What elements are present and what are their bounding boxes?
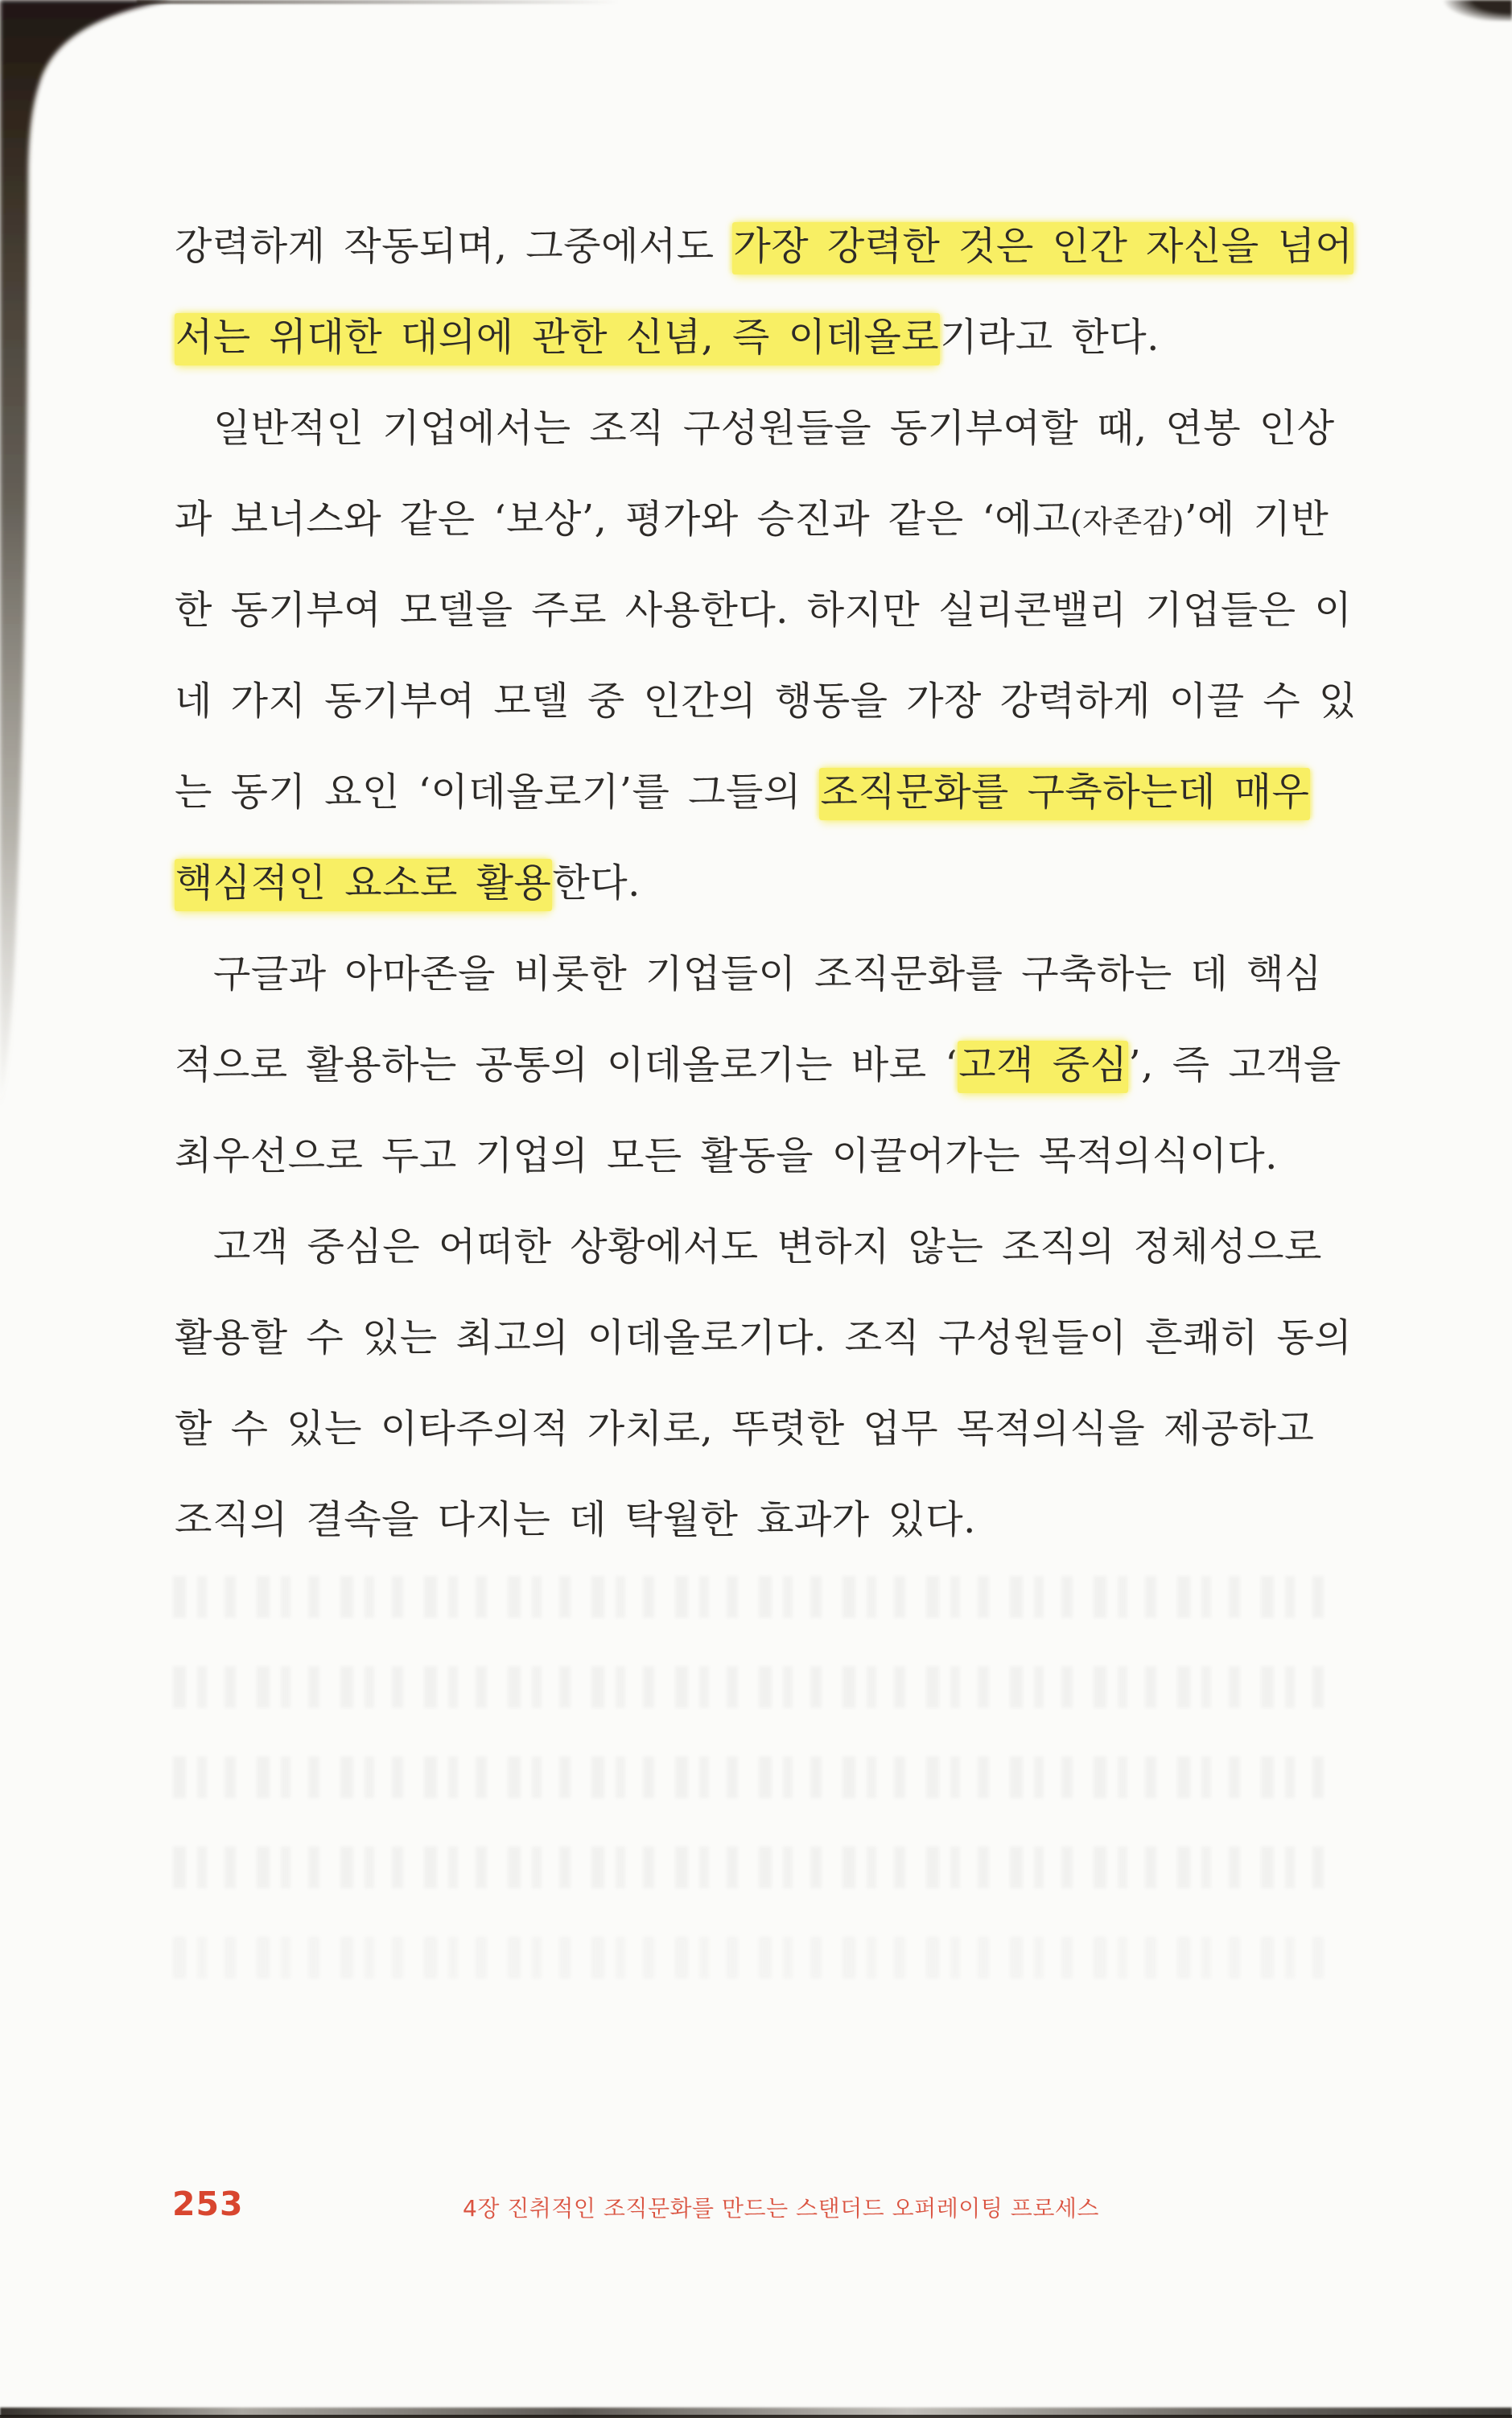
text-line [175,474,1345,565]
body-text [175,201,1357,1566]
text-segment: ’에 기반 [1184,497,1329,542]
text-segment: 구글과 아마존을 비롯한 기업들이 조직문화를 구축하는 데 핵심 [213,951,1322,996]
text-line [175,838,1345,929]
highlighted-text: 핵심적인 요소로 활용 [175,859,552,911]
highlighted-text: 조직문화를 구축하는데 매우 [819,768,1310,820]
highlighted-text: 서는 위대한 대의에 관한 신념, 즉 이데올로 [175,313,940,365]
highlighted-text: 가장 강력한 것은 인간 자신을 넘어 [732,222,1353,274]
text-segment: 조직의 결속을 다지는 데 탁월한 효과가 있다. [175,1497,976,1542]
text-line [175,292,1345,383]
text-segment: 는 동기 요인 ‘이데올로기’를 그들의 [175,770,820,815]
text-segment: (자존감) [1069,504,1185,539]
bleed-through-text [173,1756,1336,1798]
highlighted-text: 고객 중심 [958,1041,1128,1093]
text-line [175,1475,1345,1566]
text-segment: 고객 중심은 어떠한 상황에서도 변하지 않는 조직의 정체성으로 [213,1224,1322,1269]
chapter-footer-title: 4장 진취적인 조직문화를 만드는 스탠더드 오퍼레이팅 프로세스 [463,2195,1099,2222]
text-line [175,383,1345,474]
text-segment: 기라고 한다. [940,315,1160,360]
text-segment: 한다. [552,860,641,906]
text-segment: 최우선으로 두고 기업의 모든 활동을 이끌어가는 목적의식이다. [175,1133,1278,1178]
scan-top-edge-shadow [137,0,620,4]
text-segment: 일반적인 기업에서는 조직 구성원들을 동기부여할 때, 연봉 인상 [213,406,1335,451]
text-line [175,1020,1345,1111]
text-line [175,1384,1345,1475]
text-line [175,656,1357,747]
text-segment: 네 가지 동기부여 모델 중 인간의 행동을 가장 강력하게 이끌 수 있 [175,679,1357,724]
bleed-through-text [173,1666,1336,1708]
bleed-through-text [173,1847,1336,1888]
page-number: 253 [172,2185,244,2223]
bleed-through-text [173,1576,1336,1618]
text-line [175,747,1345,838]
text-line [175,201,1353,292]
text-segment: ’, 즉 고객을 [1128,1042,1341,1087]
text-segment: 할 수 있는 이타주의적 가치로, 뚜렷한 업무 목적의식을 제공하고 [175,1406,1315,1451]
text-segment: 과 보너스와 같은 ‘보상’, 평가와 승진과 같은 ‘에고 [175,497,1070,542]
scan-top-right-corner-shadow [1436,0,1512,21]
text-line [175,1293,1353,1384]
bleed-through-text [173,1937,1336,1979]
text-segment: 활용할 수 있는 최고의 이데올로기다. 조직 구성원들이 흔쾌히 동의 [175,1315,1353,1360]
text-segment: 강력하게 작동되며, 그중에서도 [175,224,733,269]
text-segment: 한 동기부여 모델을 주로 사용한다. 하지만 실리콘밸리 기업들은 이 [175,588,1353,633]
scan-bottom-edge-line [0,2415,1512,2418]
text-line [175,929,1345,1020]
text-line [175,1202,1345,1293]
text-line [175,1111,1345,1202]
text-line [175,565,1353,656]
text-segment: 적으로 활용하는 공통의 이데올로기는 바로 ‘ [175,1042,958,1087]
